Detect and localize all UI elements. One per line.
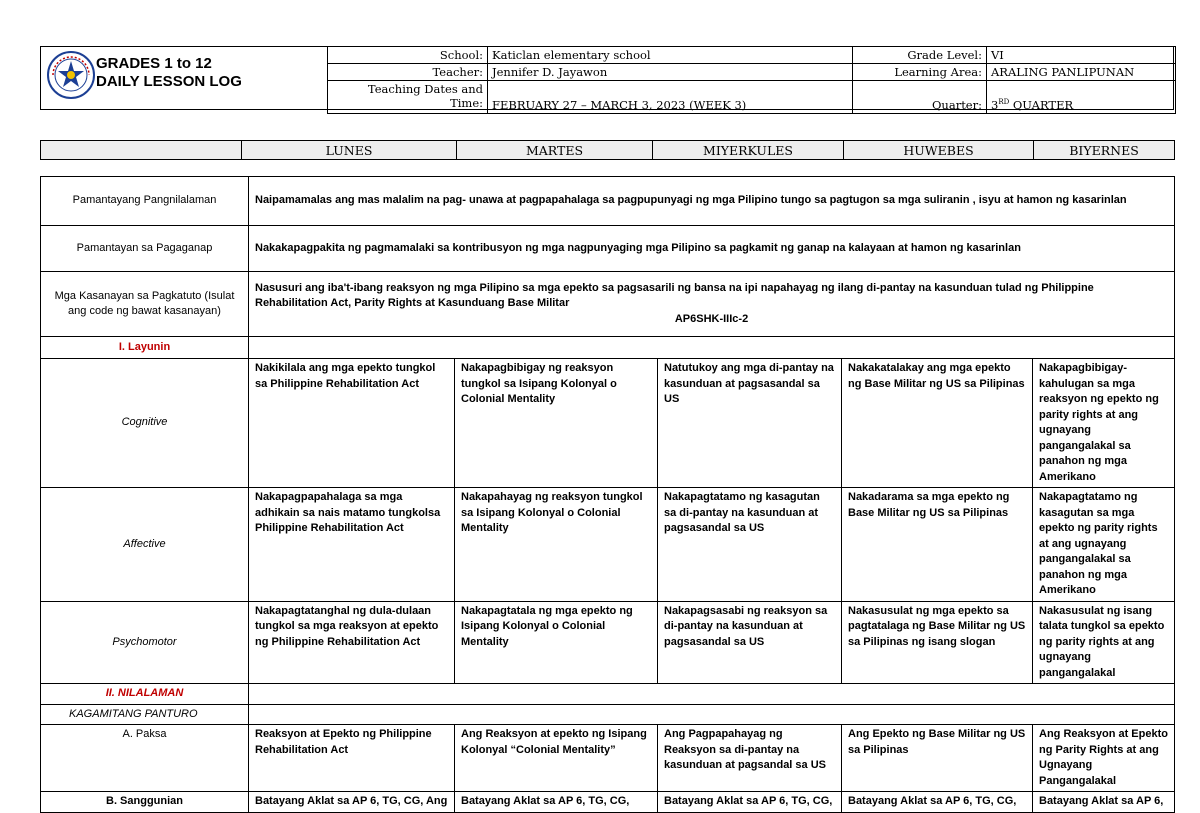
kasanayan-cell xyxy=(249,272,1175,337)
affective-huwebes: Nakadarama sa mga epekto ng Base Militar ng US sa Pilipinas xyxy=(842,488,1033,602)
affective-martes: Nakapahayag ng reaksyon tungkol sa Isipang Kolonyal o Colonial Mentality xyxy=(455,488,658,602)
pagaganap-label: Pamantayan sa Pagaganap xyxy=(41,226,249,272)
cognitive-label: Cognitive xyxy=(41,359,249,488)
pagaganap-text: Nakakapagpakita ng pagmamalaki sa kontribusyon ng mga nagpunyaging mga Pilipino sa pagkamit ng ganap na kalayaan at hamon ng kasarinlan xyxy=(249,226,1175,272)
info-table xyxy=(327,46,1176,114)
paksa-biyernes: Ang Reaksyon at Epekto ng Parity Rights at ang Ugnayang Pangangalakal xyxy=(1033,725,1175,792)
school-label: School: xyxy=(328,47,488,64)
day-header-miyerkules: MIYERKULES xyxy=(653,141,844,160)
area-label: Learning Area: xyxy=(853,64,987,81)
day-header-martes: MARTES xyxy=(457,141,653,160)
affective-lunes: Nakapagpapahalaga sa mga adhikain sa nais matamo tungkolsa Philippine Rehabilitation Act xyxy=(249,488,455,602)
dates-label-line1: Teaching Dates and xyxy=(367,82,483,96)
pamantayang-text: Naipamamalas ang mas malalim na pag- unawa at pagpapahalaga sa pagpupunyagi ng mga Pilipino tungo sa pagtugon sa mga suliranin , isyu at hamon ng kasarinlan xyxy=(249,177,1175,226)
kasanayan-text: Nasusuri ang iba't-ibang reaksyon ng mga Pilipino sa mga epekto sa pagsasarili ng bansa na ipi napahayag ng ilang di-pantay na kasunduan tulad ng Philippine Rehabilitation Act, Parity Rights at Kasunduang Base Militar xyxy=(255,281,1094,310)
area-value: ARALING PANLIPUNAN xyxy=(987,64,1176,81)
psychomotor-label: Psychomotor xyxy=(41,601,249,684)
sanggunian-huwebes: Batayang Aklat sa AP 6, TG, CG, xyxy=(842,792,1033,813)
affective-biyernes: Nakapagtatamo ng kasagutan sa mga epekto ng parity rights at ang ugnayang pangangalakal sa panahon ng mga Amerikano xyxy=(1033,488,1175,602)
teacher-value: Jennifer D. Jayawon xyxy=(488,64,853,81)
paksa-miyerkules: Ang Pagpapahayag ng Reaksyon sa di-pantay na kasunduan at pagsandal sa US xyxy=(658,725,842,792)
psychomotor-lunes: Nakapagtatanghal ng dula-dulaan tungkol sa mga reaksyon at epekto ng Philippine Rehabilitation Act xyxy=(249,601,455,684)
psychomotor-huwebes: Nakasusulat ng mga epekto sa pagtatalaga ng Base Militar ng US sa Pilipinas ng isang slogan xyxy=(842,601,1033,684)
layunin-label: I. Layunin xyxy=(41,337,249,359)
sanggunian-biyernes: Batayang Aklat sa AP 6, xyxy=(1033,792,1175,813)
paksa-huwebes: Ang Epekto ng Base Militar ng US sa Pilipinas xyxy=(842,725,1033,792)
grade-value: VI xyxy=(987,47,1176,64)
day-header-biyernes: BIYERNES xyxy=(1034,141,1175,160)
quarter-rest: QUARTER xyxy=(1009,98,1074,112)
teacher-label: Teacher: xyxy=(328,64,488,81)
dates-value: FEBRUARY 27 – MARCH 3, 2023 (WEEK 3) xyxy=(488,81,853,114)
quarter-value xyxy=(987,81,1176,114)
quarter-sup: RD xyxy=(998,98,1010,107)
layunin-blank xyxy=(249,337,1175,359)
dates-label xyxy=(328,81,488,114)
cognitive-miyerkules: Natutukoy ang mga di-pantay na kasunduan at pagsasandal sa US xyxy=(658,359,842,488)
affective-label: Affective xyxy=(41,488,249,602)
paksa-martes: Ang Reaksyon at epekto ng Isipang Kolonyal “Colonial Mentality” xyxy=(455,725,658,792)
lesson-grid xyxy=(40,176,1175,813)
nilalaman-blank xyxy=(249,684,1175,705)
day-header-lunes: LUNES xyxy=(242,141,457,160)
days-blank-cell xyxy=(41,141,242,160)
dates-label-line2: Time: xyxy=(450,96,483,110)
psychomotor-martes: Nakapagtatala ng mga epekto ng Isipang Kolonyal o Colonial Mentality xyxy=(455,601,658,684)
kagamitang-label: KAGAMITANG PANTURO xyxy=(41,704,249,725)
kasanayan-code: AP6SHK-IIIc-2 xyxy=(674,312,749,325)
sanggunian-label: B. Sanggunian xyxy=(41,792,249,813)
paksa-lunes: Reaksyon at Epekto ng Philippine Rehabilitation Act xyxy=(249,725,455,792)
kasanayan-label: Mga Kasanayan sa Pagkatuto (Isulat ang code ng bawat kasanayan) xyxy=(41,272,249,337)
paksa-label: A. Paksa xyxy=(41,725,249,792)
days-header xyxy=(40,140,1175,160)
nilalaman-label: II. NILALAMAN xyxy=(41,684,249,705)
affective-miyerkules: Nakapagtatamo ng kasagutan sa di-pantay na kasunduan at pagsasandal sa US xyxy=(658,488,842,602)
cognitive-biyernes: Nakapagbibigay-kahulugan sa mga reaksyon ng epekto ng parity rights at ang ugnayang pangangalakal sa panahon ng mga Amerikano xyxy=(1033,359,1175,488)
cognitive-martes: Nakapagbibigay ng reaksyon tungkol sa Isipang Kolonyal o Colonial Mentality xyxy=(455,359,658,488)
quarter-label: Quarter: xyxy=(853,81,987,114)
kagamitang-blank xyxy=(249,704,1175,725)
psychomotor-biyernes: Nakasusulat ng isang talata tungkol sa epekto ng parity rights at ang ugnayang pangangalakal xyxy=(1033,601,1175,684)
log-title-line2: DAILY LESSON LOG xyxy=(96,73,242,90)
psychomotor-miyerkules: Nakapagsasabi ng reaksyon sa di-pantay na kasunduan at pagsasandal sa US xyxy=(658,601,842,684)
grade-label: Grade Level: xyxy=(853,47,987,64)
school-value: Katiclan elementary school xyxy=(488,47,853,64)
cognitive-huwebes: Nakakatalakay ang mga epekto ng Base Militar ng US sa Pilipinas xyxy=(842,359,1033,488)
log-title-line1: GRADES 1 to 12 xyxy=(96,55,212,72)
sanggunian-martes: Batayang Aklat sa AP 6, TG, CG, xyxy=(455,792,658,813)
cognitive-lunes: Nakikilala ang mga epekto tungkol sa Philippine Rehabilitation Act xyxy=(249,359,455,488)
sanggunian-lunes: Batayang Aklat sa AP 6, TG, CG, Ang xyxy=(249,792,455,813)
day-header-huwebes: HUWEBES xyxy=(844,141,1034,160)
deped-seal-logo xyxy=(47,49,95,101)
sanggunian-miyerkules: Batayang Aklat sa AP 6, TG, CG, xyxy=(658,792,842,813)
pamantayang-label: Pamantayang Pangnilalaman xyxy=(41,177,249,226)
quarter-num: 3 xyxy=(991,98,999,112)
